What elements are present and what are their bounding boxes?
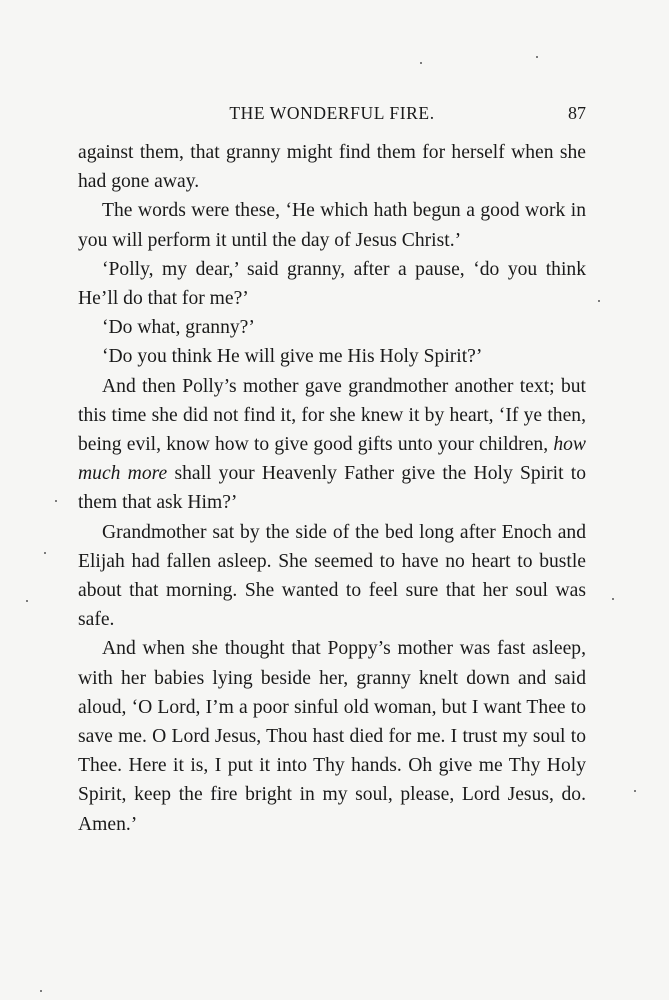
print-speck [536, 56, 538, 58]
paragraph-6-text-after: shall your Heavenly Father give the Holy Spirit to them that ask Him?’ [78, 463, 586, 514]
running-header [78, 100, 586, 126]
chapter-title: THE WONDERFUL FIRE. [229, 103, 435, 123]
paragraph-5: ‘Do you think He will give me His Holy Spirit?’ [102, 346, 483, 368]
print-speck [26, 600, 28, 602]
body-text [78, 138, 586, 839]
paragraph-6-emphasis: how much more [78, 434, 586, 485]
paragraph-4: ‘Do what, granny?’ [102, 317, 255, 339]
print-speck [40, 990, 42, 992]
print-speck [420, 62, 422, 64]
paragraph-6-text-before: And then Polly’s mother gave grandmother another text; but this time she did not find it, for she knew it by heart, ‘If ye then, being evil, know how to give good gifts unto your children, [78, 375, 586, 456]
paragraph-1: against them, that granny might find them for herself when she had gone away. [78, 142, 586, 193]
paragraph-3: ‘Polly, my dear,’ said granny, after a pause, ‘do you think He’ll do that for me?’ [78, 258, 586, 310]
print-speck [612, 598, 614, 600]
paragraph-8: And when she thought that Poppy’s mother was fast asleep, with her babies lying beside her, granny knelt down and said aloud, ‘O Lord, I’m a poor sinful old woman, but I want Thee to save me. O Lord Jesus, Thou hast died for me. I trust my soul to Thee. Here it is, I put it into Thy hands. Oh give me Thy Holy Spirit, keep the fire bright in my soul, please, Lord Jesus, do. Amen.’ [78, 638, 586, 835]
paragraph-7: Grandmother sat by the side of the bed long after Enoch and Elijah had fallen asleep. She seemed to have no heart to bustle about that morning. She wanted to feel sure that her soul was safe. [78, 521, 586, 631]
page-number: 87 [568, 103, 586, 123]
print-speck [44, 552, 46, 554]
paragraph-6 [78, 372, 586, 518]
print-speck [598, 300, 600, 302]
print-speck [55, 500, 57, 502]
print-speck [634, 790, 636, 792]
paragraph-2: The words were these, ‘He which hath begun a good work in you will perform it until the day of Jesus Christ.’ [78, 200, 586, 251]
